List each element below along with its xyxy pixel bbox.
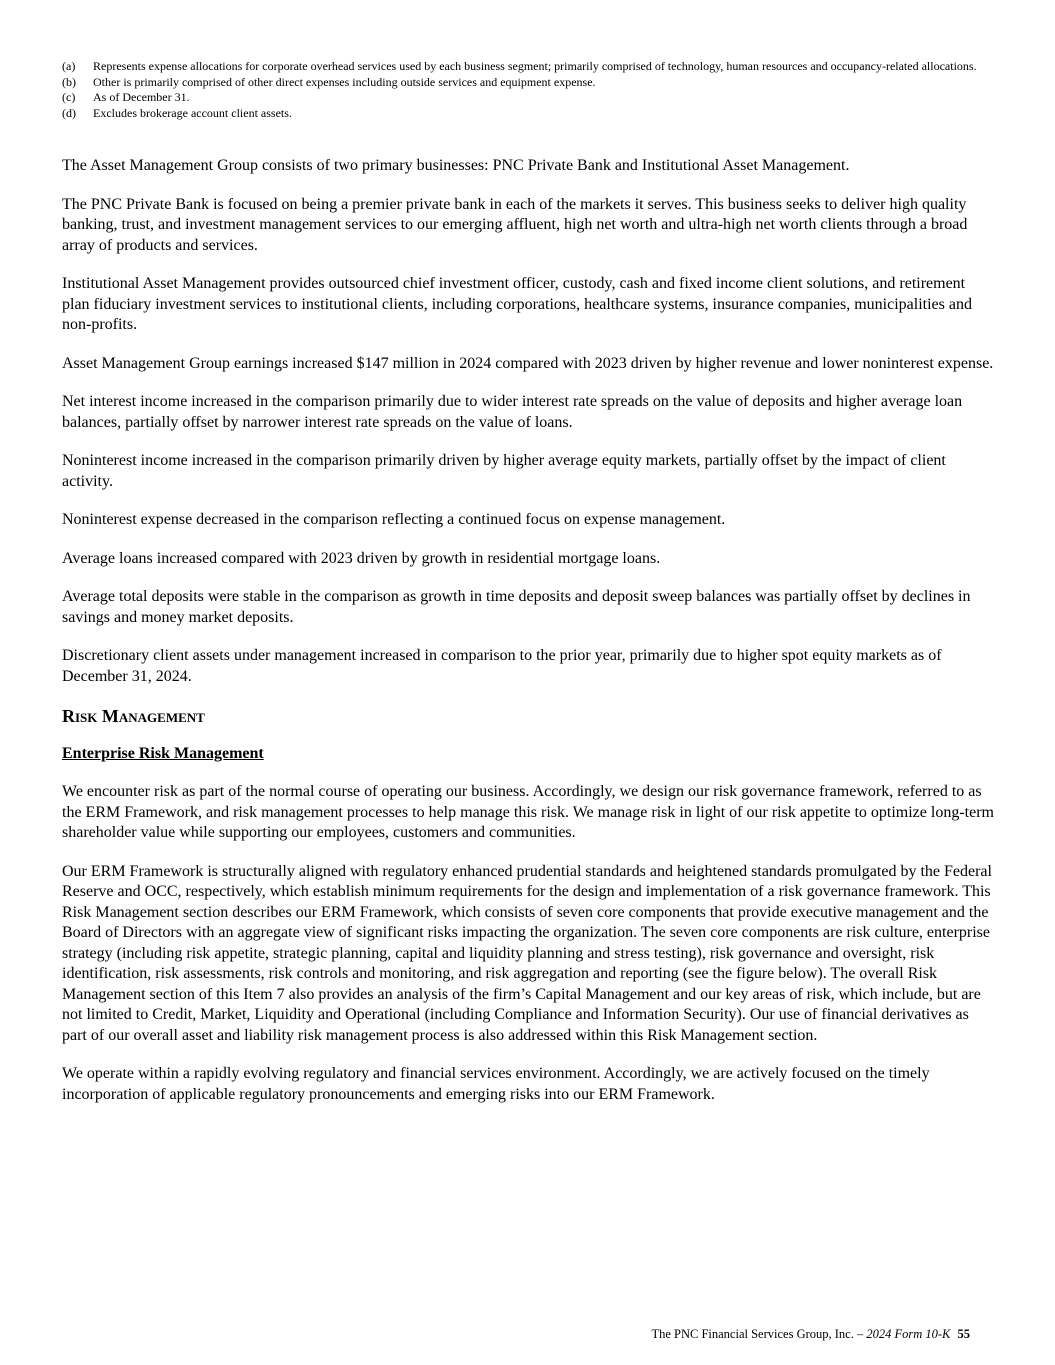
footnote-marker: (c): [62, 90, 76, 104]
enterprise-risk-management-subheading: Enterprise Risk Management: [62, 745, 264, 762]
risk-paragraph: We encounter risk as part of the normal course of operating our business. Accordingly, we design our risk governance framework, referred to as the ERM Framework, and risk management processes to help manage this risk. We manage risk in light of our risk appetite to optimize long-term shareholder value while supporting our employees, customers and communities.: [62, 783, 994, 841]
footnote-text: Excludes brokerage account client assets.: [93, 105, 292, 120]
page-footer: [651, 1327, 970, 1342]
footnote-marker: (b): [62, 74, 76, 89]
asset-management-paragraph: Noninterest expense decreased in the comparison reflecting a continued focus on expense management.: [62, 511, 726, 528]
footnote-text: Other is primarily comprised of other direct expenses including outside services and equipment expense.: [93, 74, 596, 89]
footnote-text: As of December 31.: [93, 90, 190, 104]
asset-management-paragraph: Average loans increased compared with 2023 driven by growth in residential mortgage loans.: [62, 549, 661, 567]
footnote-item: [62, 106, 994, 122]
footer-form: 2024 Form 10-K: [866, 1327, 951, 1341]
risk-paragraph: We operate within a rapidly evolving regulatory and financial services environment. Accordingly, we are actively focused on the timely incorporation of applicable regulatory pronouncements and emerging risks into our ERM Framework.: [62, 1065, 930, 1103]
footer-company: The PNC Financial Services Group, Inc. –: [651, 1327, 864, 1341]
asset-management-paragraph: Noninterest income increased in the comparison primarily driven by higher average equity markets, partially offset by the impact of client activity.: [62, 452, 946, 490]
asset-management-paragraph: The PNC Private Bank is focused on being a premier private bank in each of the markets it serves. This business seeks to deliver high quality banking, trust, and investment management services to our emerging affluent, high net worth and ultra-high net worth clients through a broad array of products and services.: [62, 195, 968, 254]
footnote-item: [62, 90, 994, 106]
asset-management-paragraph: The Asset Management Group consists of two primary businesses: PNC Private Bank and Institutional Asset Management.: [62, 157, 850, 174]
risk-paragraph: Our ERM Framework is structurally aligned with regulatory enhanced prudential standards and heightened standards promulgated by the Federal Reserve and OCC, respectively, which establish minimum requirements for the design and implementation of a risk governance framework. This Risk Management section describes our ERM Framework, which consists of seven core components that provide executive management and the Board of Directors with an aggregate view of significant risks impacting the organization. The seven core components are risk culture, enterprise strategy (including risk appetite, strategic planning, capital and liquidity planning and stress testing), risk governance and oversight, risk identification, risk assessments, risk controls and monitoring, and risk aggregation and reporting (see the figure below). The overall Risk Management section of this Item 7 also provides an analysis of the firm’s Capital Management and our key areas of risk, which include, but are not limited to Credit, Market, Liquidity and Operational (including Compliance and Information Security). Our use of financial derivatives as part of our overall asset and liability risk management process is also addressed within this Risk Management section.: [62, 862, 992, 1044]
footnote-marker: (d): [62, 105, 76, 120]
footnote-item: [62, 59, 994, 75]
document-page: [62, 59, 994, 1105]
asset-management-paragraph: Average total deposits were stable in the comparison as growth in time deposits and deposit sweep balances was partially offset by declines in savings and money market deposits.: [62, 588, 971, 626]
asset-management-paragraph: Discretionary client assets under management increased in comparison to the prior year, primarily due to higher spot equity markets as of December 31, 2024.: [62, 647, 942, 685]
asset-management-paragraph: Institutional Asset Management provides outsourced chief investment officer, custody, cash and fixed income client solutions, and retirement plan fiduciary investment services to institutional clients, including corporations, healthcare systems, insurance companies, municipalities and non-profits.: [62, 275, 972, 333]
footnote-marker: (a): [62, 59, 76, 73]
footnotes-list: [62, 59, 994, 121]
footnote-text: Represents expense allocations for corporate overhead services used by each business segment; primarily comprised of technology, human resources and occupancy-related allocations.: [93, 59, 977, 73]
page-number: 55: [957, 1327, 970, 1341]
risk-management-heading: Risk Management: [62, 706, 205, 726]
asset-management-paragraph: Net interest income increased in the comparison primarily due to wider interest rate spreads on the value of deposits and higher average loan balances, partially offset by narrower interest rate spreads on the value of loans.: [62, 393, 963, 431]
footnote-item: [62, 75, 994, 91]
asset-management-paragraph: Asset Management Group earnings increased $147 million in 2024 compared with 2023 driven by higher revenue and lower noninterest expense.: [62, 354, 994, 372]
